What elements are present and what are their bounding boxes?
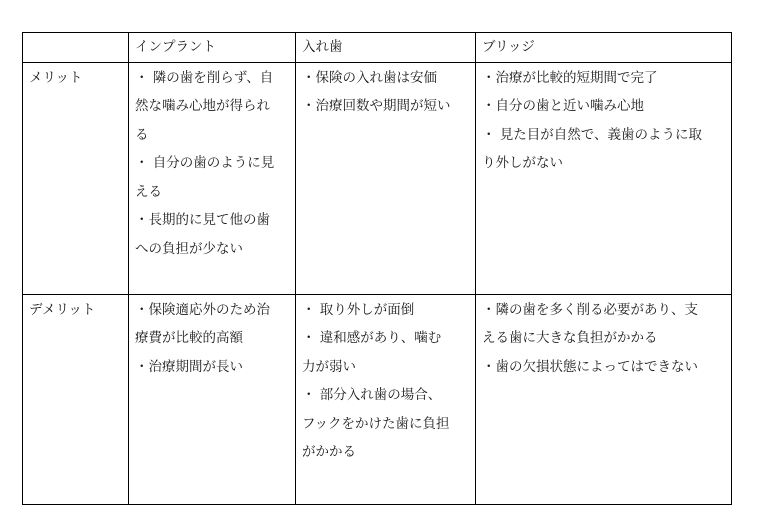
cell-text-line: ・ 見た目が自然で、義歯のように取	[482, 126, 703, 143]
cell-text-line: ・自分の歯と近い噛み心地	[482, 98, 644, 114]
demerit-cell-denture	[296, 294, 476, 504]
cell-text-line: ・隣の歯を多く削る必要があり、支	[482, 301, 698, 318]
demerit-row	[23, 294, 732, 504]
header-cell-bridge: ブリッジ	[476, 33, 732, 63]
cell-text-line: ・治療期間が長い	[135, 358, 243, 375]
cell-text-line: フックをかけた歯に負担	[302, 415, 450, 432]
cell-text-line: ・治療が比較的短期間で完了	[482, 69, 658, 86]
cell-text-line: ・ 違和感があり、噛む	[302, 330, 442, 346]
cell-text-line: への負担が少ない	[135, 240, 243, 257]
row-label-merit: メリット	[23, 62, 129, 294]
cell-text-line: 療費が比較的高額	[135, 330, 243, 346]
cell-text-line: ・ 部分入れ歯の場合、	[302, 387, 442, 403]
cell-text-line: がかかる	[302, 444, 356, 460]
cell-text-line: える歯に大きな負担がかかる	[482, 330, 658, 346]
cell-text-line: ・ 隣の歯を削らず、自	[135, 69, 274, 86]
header-cell-corner	[23, 33, 129, 63]
header-cell-denture: 入れ歯	[296, 33, 476, 63]
demerit-cell-bridge	[476, 294, 732, 504]
cell-text-line: り外しがない	[482, 155, 563, 171]
merit-cell-implant	[129, 62, 296, 294]
cell-text-line: る	[135, 126, 149, 143]
header-cell-implant: インプラント	[129, 33, 296, 63]
cell-text-line: ・治療回数や期間が短い	[302, 98, 451, 114]
cell-text-line: 然な噛み心地が得られ	[135, 98, 270, 114]
cell-text-line: ・保険適応外のため治	[135, 301, 270, 318]
cell-text-line: ・保険の入れ歯は安価	[302, 69, 437, 86]
cell-text-line: ・ 取り外しが面倒	[302, 301, 415, 318]
header-row	[23, 33, 732, 63]
comparison-table	[22, 32, 732, 505]
cell-text-line: ・長期的に見て他の歯	[135, 212, 270, 228]
row-label-demerit: デメリット	[23, 294, 129, 504]
merit-cell-denture	[296, 62, 476, 294]
cell-text-line: ・ 自分の歯のように見	[135, 155, 275, 171]
merit-row	[23, 62, 732, 294]
cell-text-line: 力が弱い	[302, 358, 356, 375]
merit-cell-bridge	[476, 62, 732, 294]
cell-text-line: える	[135, 183, 162, 200]
cell-text-line: ・歯の欠損状態によってはできない	[482, 358, 698, 375]
demerit-cell-implant	[129, 294, 296, 504]
